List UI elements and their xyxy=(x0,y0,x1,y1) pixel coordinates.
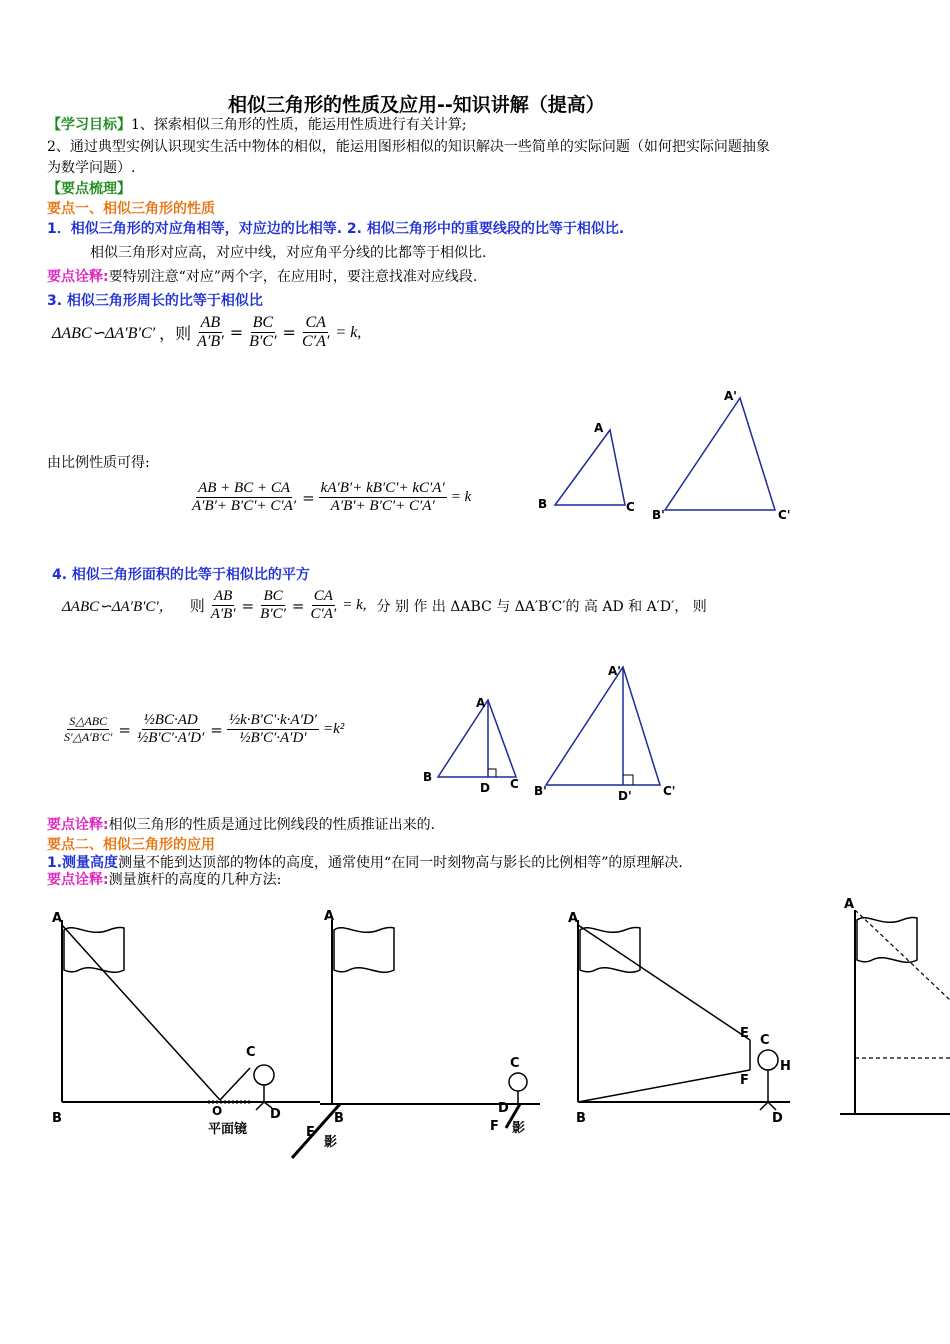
label-c: C xyxy=(626,500,635,514)
svg-text:影: 影 xyxy=(512,1121,526,1136)
svg-text:影: 影 xyxy=(324,1135,338,1150)
perimeter-sum-formula: $\frac{AB + BC + CA}{A'B'+ B'C'+ C'A'}$ = $\frac{kA'B'+ kB'C'+ kC'A'}{A'B'+ B'C'+ C'A'}$ = k xyxy=(192,480,472,514)
svg-text:H: H xyxy=(780,1059,791,1074)
point1-heading: 要点一、相似三角形的性质 xyxy=(47,201,215,217)
svg-text:D: D xyxy=(498,1101,509,1116)
svg-text:A: A xyxy=(324,909,335,924)
svg-text:F: F xyxy=(490,1119,499,1134)
triangle-abc xyxy=(555,430,625,505)
svg-text:B: B xyxy=(423,770,433,784)
svg-text:A: A xyxy=(52,911,63,926)
similar-statement: ΔABC∽ΔA′B′C′ xyxy=(52,324,156,342)
right-angle-mark-d1 xyxy=(623,775,633,785)
objectives-line1 xyxy=(47,114,467,134)
by-property-text: 由比例性质可得: xyxy=(47,455,150,471)
svg-text:C: C xyxy=(510,1056,520,1071)
label-b: B xyxy=(538,497,548,511)
point1-item3: 3. 相似三角形周长的比等于相似比 xyxy=(47,293,263,309)
svg-text:F: F xyxy=(740,1073,749,1088)
flagpole-partial-figure xyxy=(840,897,950,1114)
label-c-prime: C' xyxy=(778,508,791,522)
svg-text:B: B xyxy=(334,1111,344,1126)
label-a: A xyxy=(594,421,604,435)
triangle-abc-alt xyxy=(438,700,516,777)
objective-2-line1: 2、通过典型实例认识现实生活中物体的相似，能运用图形相似的知识解决一些简单的实际问题（如何把实际问题抽象 xyxy=(47,139,770,155)
point1-item1-text: 相似三角形对应高，对应中线，对应角平分线的比都等于相似比. xyxy=(90,245,487,261)
point2-note: 要点诠释:测量旗杆的高度的几种方法: xyxy=(47,872,282,888)
fraction-bc: $\frac{BC}{B'C'}$ xyxy=(249,314,277,350)
objective-2-line2: 为数学问题）. xyxy=(47,160,136,176)
equals-k: = k, xyxy=(335,323,362,341)
svg-text:O: O xyxy=(212,1104,223,1118)
label-a-prime: A' xyxy=(724,389,737,403)
area-k-fraction: $\frac{\text{½k·B′C′·k·A′D′}}{\text{½B′C′·A′D′}}$ xyxy=(228,712,317,746)
svg-text:C': C' xyxy=(663,784,676,798)
svg-text:D': D' xyxy=(618,789,632,803)
flagpole-shadow-figure xyxy=(292,909,540,1158)
svg-text:A: A xyxy=(844,897,855,912)
svg-text:B: B xyxy=(52,1111,62,1126)
svg-text:E: E xyxy=(306,1125,315,1140)
page-title: 相似三角形的性质及应用--知识讲解（提高） xyxy=(228,94,605,116)
svg-text:B: B xyxy=(576,1111,586,1126)
area-statement: ΔABC∽ΔA′B′C′， 则 $\frac{AB}{A'B'}$ = $\frac{BC}{B'C'}$ = $\frac{CA}{C'A'}$ = k, 分 别 作 出 ΔABC 与 ΔA′B′C′的 高 AD 和 A′D′， 则 xyxy=(62,588,707,622)
triangle-a1b1c1 xyxy=(665,398,775,510)
fraction-ca: $\frac{CA}{C'A'}$ xyxy=(301,314,330,350)
svg-text:A': A' xyxy=(608,664,621,678)
point1-item1: 1．相似三角形的对应角相等，对应边的比相等. 2. 相似三角形中的重要线段的比等于相似比. xyxy=(47,221,625,237)
objectives-label: 【学习目标】 xyxy=(47,117,131,133)
heights-statement: 分 别 作 出 ΔABC 与 ΔA′B′C′的 高 AD 和 A′D′， 则 xyxy=(376,598,707,615)
area-half-fraction: $\frac{\text{½BC·AD}}{\text{½B′C′·A′D′}}$ xyxy=(136,712,205,746)
svg-text:C: C xyxy=(246,1045,256,1060)
area-ratio: $\frac{\text{S△ABC}}{S'\triangle A'B'C'}$ xyxy=(64,714,113,744)
note-text: 要特别注意“对应”两个字，在应用时，要注意找准对应线段. xyxy=(108,269,478,285)
point1-note xyxy=(47,266,477,286)
flagpole-figures xyxy=(40,890,950,1170)
svg-text:A: A xyxy=(568,911,579,926)
k-sum-fraction: $\frac{kA'B'+ kB'C'+ kC'A'}{A'B'+ B'C'+ C'A'}$ xyxy=(320,480,445,514)
svg-text:C: C xyxy=(510,777,519,791)
right-angle-mark-d xyxy=(488,769,496,777)
summary-label: 【要点梳理】 xyxy=(47,181,131,197)
svg-text:D: D xyxy=(480,781,490,795)
svg-text:A: A xyxy=(476,696,486,710)
area-formula: $\frac{\text{S△ABC}}{S'\triangle A'B'C'}$ = $\frac{\text{½BC·AD}}{\text{½B′C′·A′D′}}$ = $\frac{\text{½k·B′C′·k·A′D′}}{\text{½B′C′·A′D′}}$ =k² xyxy=(64,712,345,746)
fraction-ab: $\frac{AB}{A'B'}$ xyxy=(197,314,224,350)
flagpole-mirror-figure xyxy=(52,911,320,1137)
k-squared: =k² xyxy=(322,721,345,737)
svg-text:D: D xyxy=(772,1111,783,1126)
altitude-triangles-figure xyxy=(418,655,688,805)
objective-1: 1、探索相似三角形的性质，能运用性质进行有关计算; xyxy=(131,117,467,133)
flagpole-sightline-figure xyxy=(568,911,791,1126)
label-b-prime: B' xyxy=(652,508,665,522)
similar-triangles-figure xyxy=(530,380,800,525)
svg-text:E: E xyxy=(740,1026,749,1041)
point1-note2: 要点诠释:相似三角形的性质是通过比例线段的性质推证出来的. xyxy=(47,817,436,833)
mirror-label: 平面镜 xyxy=(208,1122,248,1137)
svg-text:B': B' xyxy=(534,784,547,798)
svg-text:C: C xyxy=(760,1033,770,1048)
point1-item4: 4. 相似三角形面积的比等于相似比的平方 xyxy=(52,567,310,583)
triangle-a1b1c1-alt xyxy=(546,667,660,785)
perimeter-formula: ΔABC∽ΔA′B′C′ ，则 $\frac{AB}{A'B'}$ = $\frac{BC}{B'C'}$ = $\frac{CA}{C'A'}$ = k, xyxy=(52,314,362,350)
note-label: 要点诠释: xyxy=(47,269,109,285)
point2-item1: 1.测量高度测量不能到达顶部的物体的高度，通常使用“在同一时刻物高与影长的比例相等”的原理解决. xyxy=(47,855,683,871)
sum-fraction: $\frac{AB + BC + CA}{A'B'+ B'C'+ C'A'}$ xyxy=(192,480,297,514)
point2-heading: 要点二、相似三角形的应用 xyxy=(47,837,215,853)
then-word: ，则 xyxy=(159,324,192,343)
svg-text:D: D xyxy=(270,1107,281,1122)
